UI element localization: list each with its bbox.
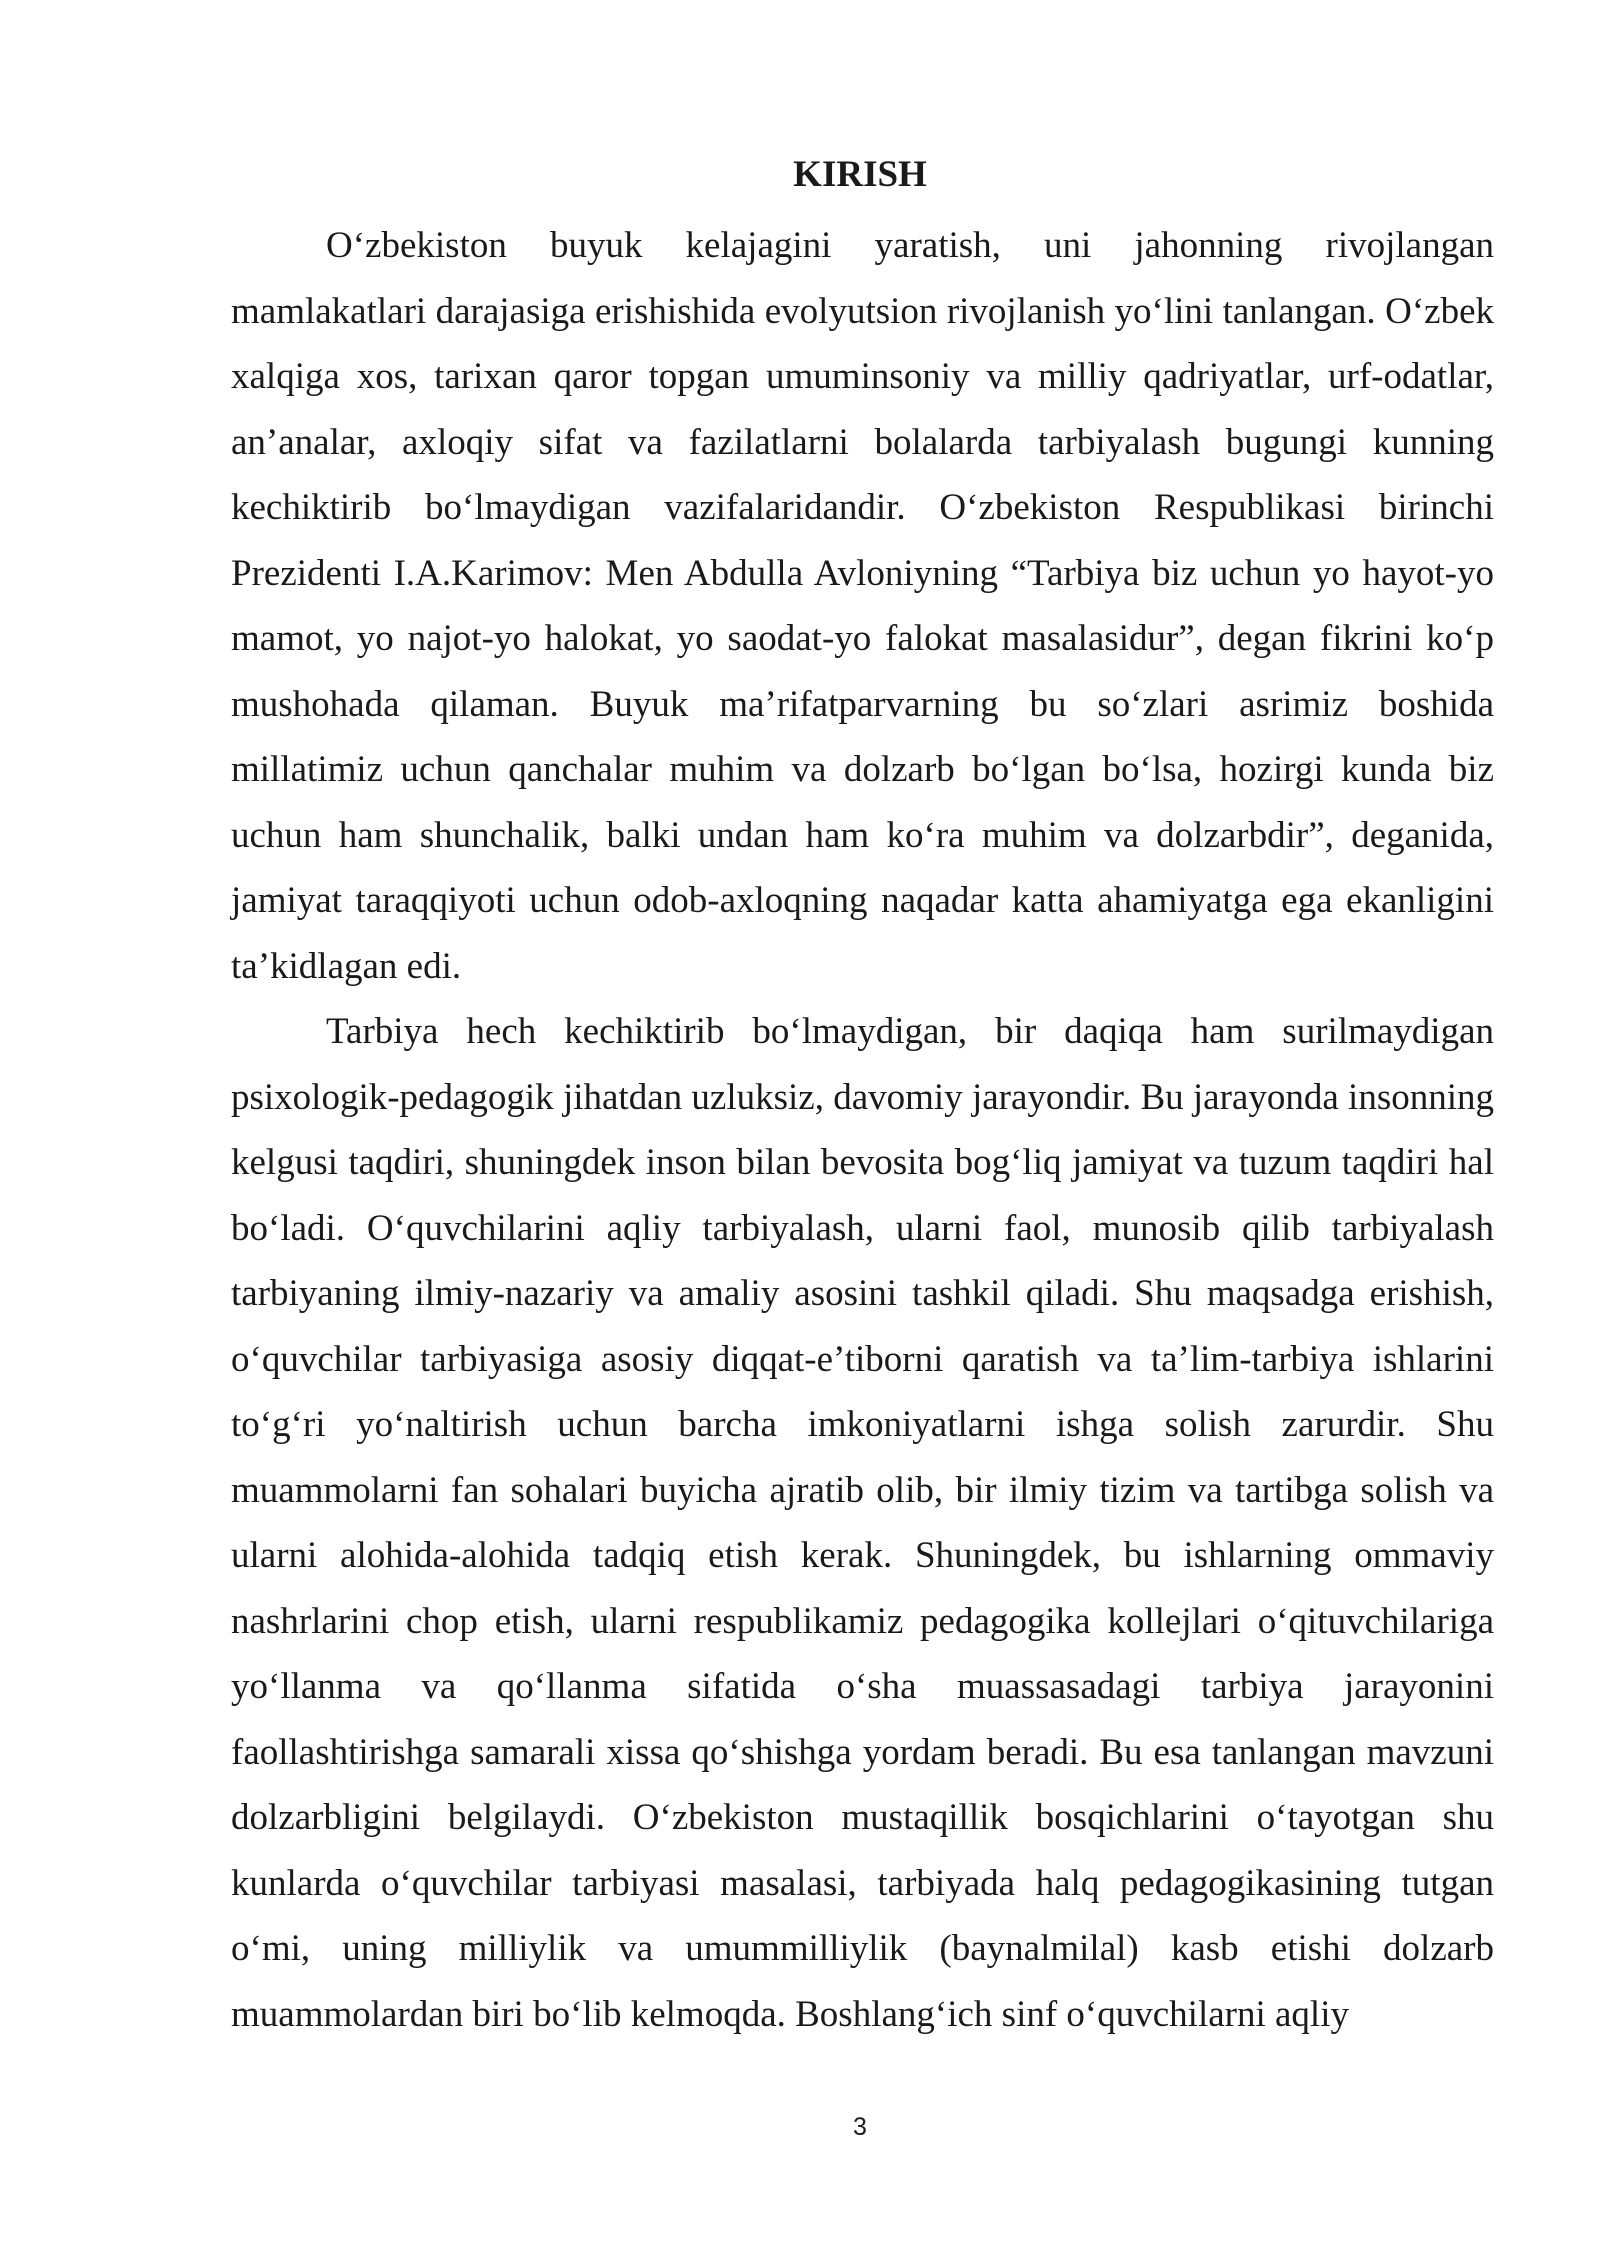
paragraph-2: Tarbiya hech kechiktirib bo‘lmaydigan, bir daqiqa ham surilmaydigan psixologik-pedagogik jihatdan uzluksiz, davomiy jarayondir. Bu jarayonda insonning kelgusi taqdiri, shuningdek inson bilan bevosita bog‘liq jamiyat va tuzum taqdiri hal bo‘ladi. O‘quvchilarini aqliy tarbiyalash, ularni faol, munosib qilib tarbiyalash tarbiyaning ilmiy-nazariy va amaliy asosini tashkil qiladi. Shu maqsadga erishish, o‘quvchilar tarbiyasiga asosiy diqqat-e’tiborni qaratish va ta’lim-tarbiya ishlarini to‘g‘ri yo‘naltirish uchun barcha imkoniyatlarni ishga solish zarurdir. Shu muammolarni fan sohalari buyicha ajratib olib, bir ilmiy tizim va tartibga solish va ularni alohida-alohida tadqiq etish kerak. Shuningdek, bu ishlarning ommaviy nashrlarini chop etish, ularni respublikamiz pedagogika kollejlari o‘qituvchilariga yo‘llanma va qo‘llanma sifatida o‘sha muassasadagi tarbiya jarayonini faollashtirishga samarali xissa qo‘shishga yordam beradi. Bu esa tanlangan mavzuni dolzarbligini belgilaydi. O‘zbekiston mustaqillik bosqichlarini o‘tayotgan shu kunlarda o‘quvchilar tarbiyasi masalasi, tarbiyada halq pedagogikasining tutgan o‘mi, uning milliylik va umummilliylik (baynalmilal) kasb etishi dolzarb muammolardan biri bo‘lib kelmoqda. Boshlang‘ich sinf o‘quvchilarni aqliy [231, 1011, 1494, 2035]
page-number: 3 [853, 2113, 867, 2141]
paragraph-1: O‘zbekiston buyuk kelajagini yaratish, uni jahonning rivojlangan mamlakatlari darajasiga erishishida evolyutsion rivojlanish yo‘lini tanlangan. O‘zbek xalqiga xos, tarixan qaror topgan umuminsoniy va milliy qadriyatlar, urf-odatlar, an’analar, axloqiy sifat va fazilatlarni bolalarda tarbiyalash bugungi kunning kechiktirib bo‘lmaydigan vazifalaridandir. O‘zbekiston Respublikasi birinchi Prezidenti I.A.Karimov: Men Abdulla Avloniyning “Tarbiya biz uchun yo hayot-yo mamot, yo najot-yo halokat, yo saodat-yo falokat masalasidur”, degan fikrini ko‘p mushohada qilaman. Buyuk ma’rifatparvarning bu so‘zlari asrimiz boshida millatimiz uchun qanchalar muhim va dolzarb bo‘lgan bo‘lsa, hozirgi kunda biz uchun ham shunchalik, balki undan ham ko‘ra muhim va dolzarbdir”, deganida, jamiyat taraqqiyoti uchun odob-axloqning naqadar katta ahamiyatga ega ekanligini ta’kidlagan edi. [231, 225, 1494, 987]
page-title: KIRISH [793, 154, 927, 195]
body-text [231, 213, 1494, 2047]
